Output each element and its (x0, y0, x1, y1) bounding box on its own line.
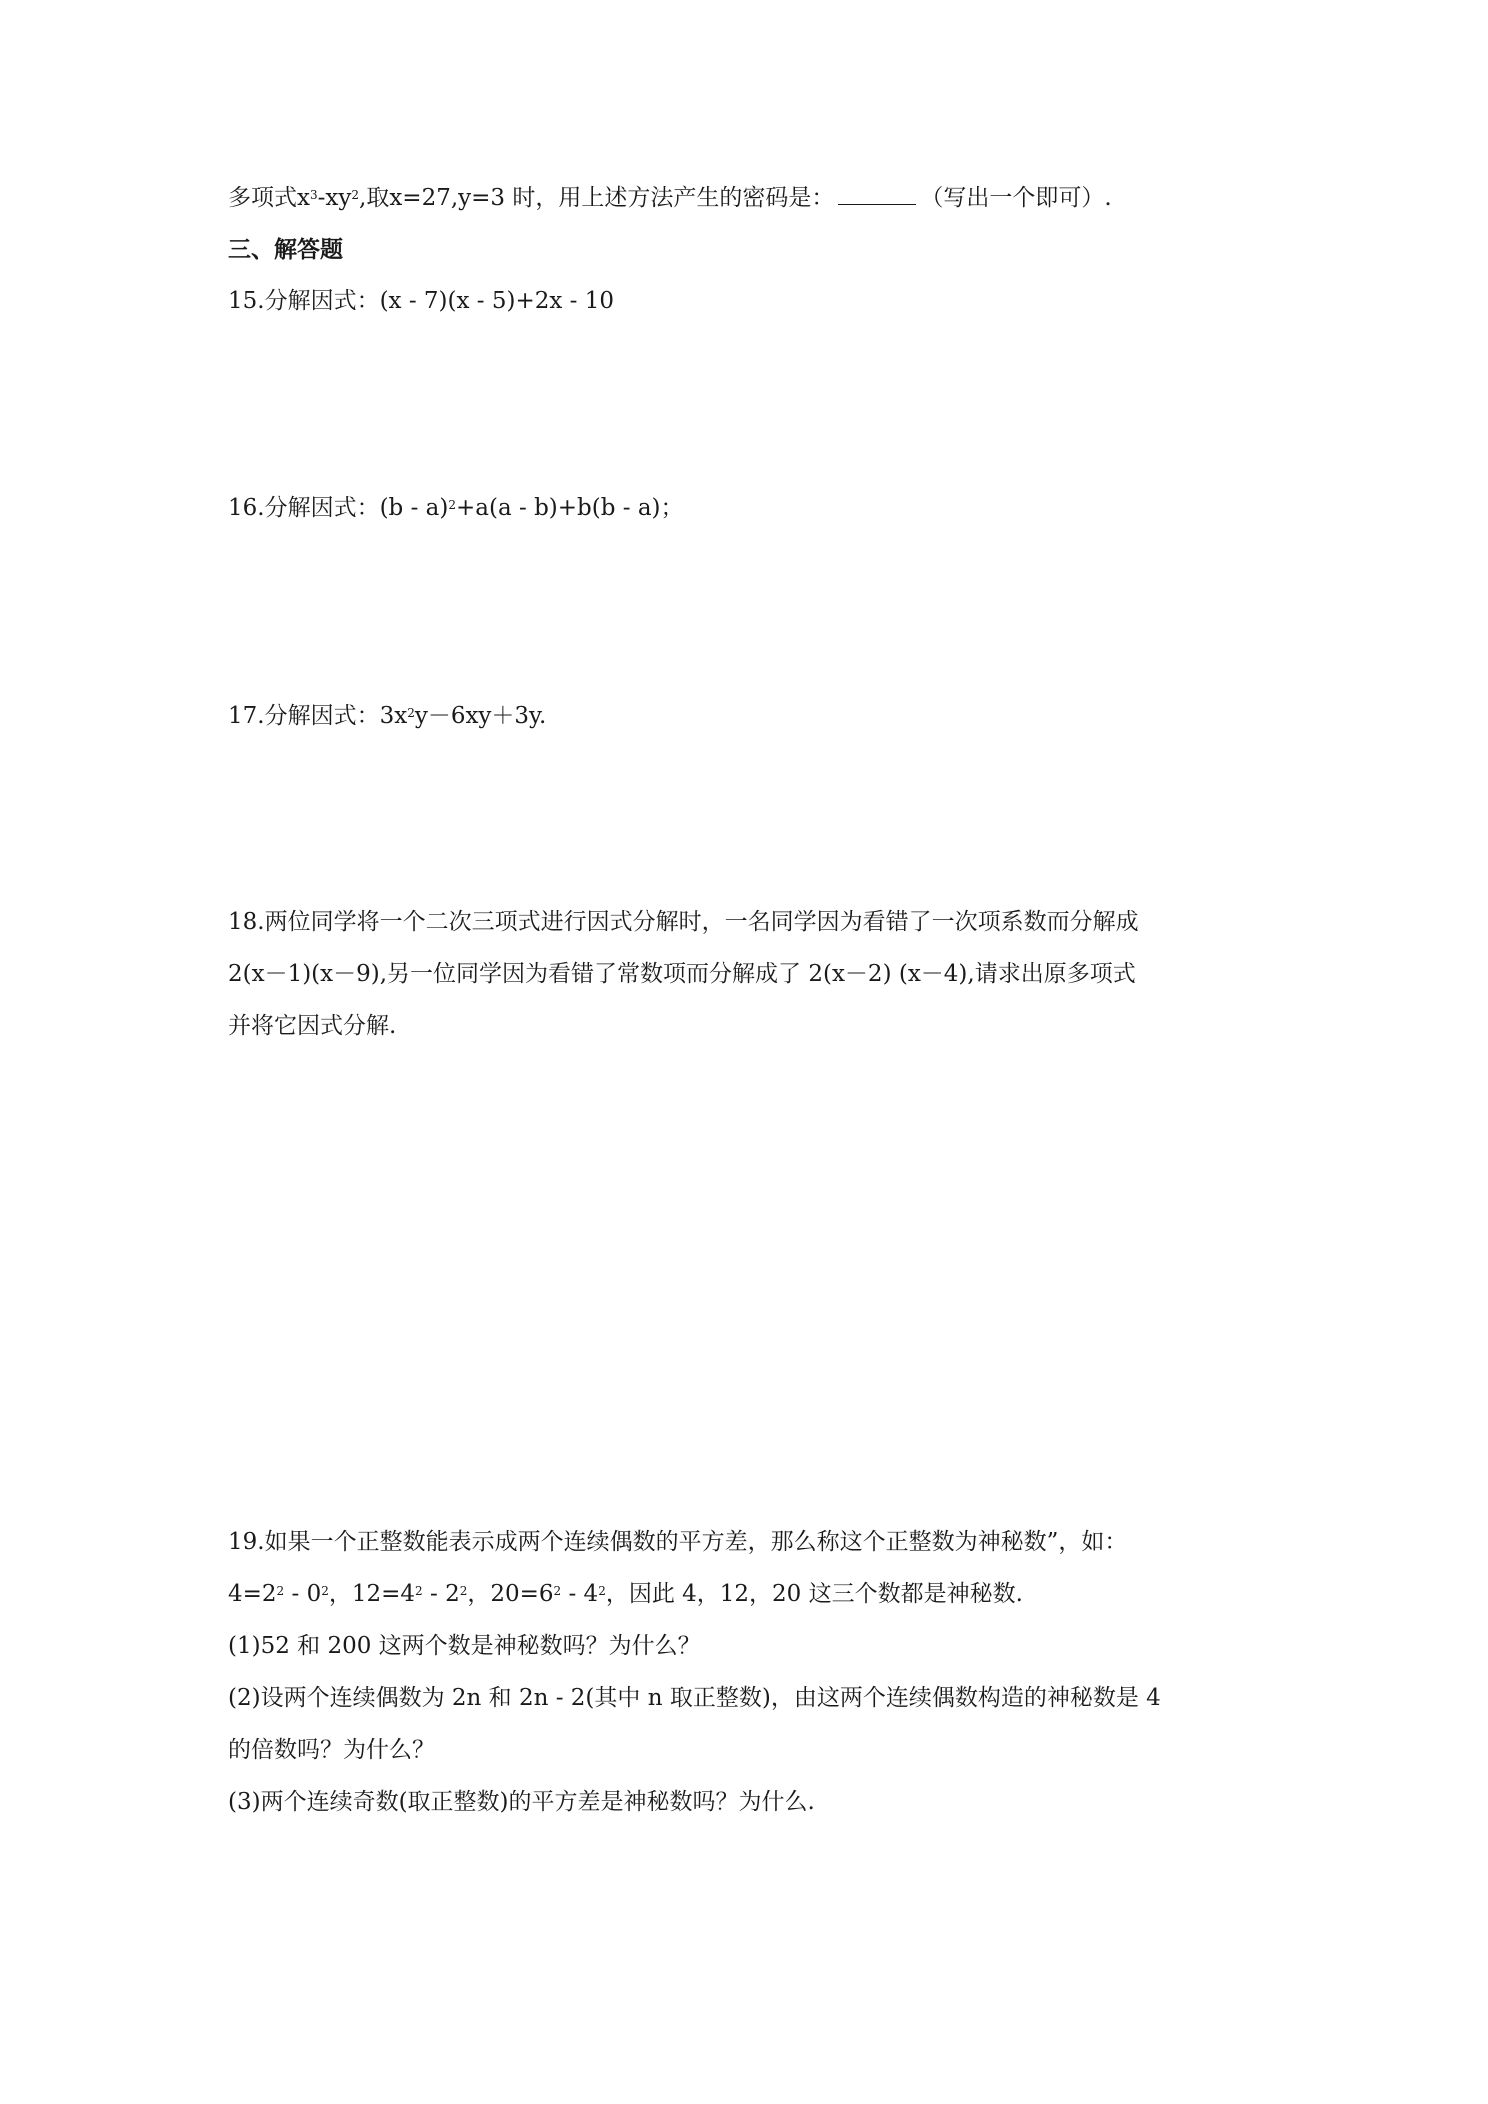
q19-expr-e: ，20=6 (467, 1581, 554, 1607)
question-19-sub-1: (1)52 和 200 这两个数是神秘数吗？为什么？ (228, 1633, 701, 1659)
q19-exp-f: 2 (598, 1584, 606, 1598)
question-17 (228, 700, 546, 732)
q14-exponent-1: 3 (309, 188, 318, 202)
q19-expr-g: ，因此 4，12，20 这三个数都是神秘数. (605, 1581, 1023, 1607)
q16-text-1: 16.分解因式：(b - a) (228, 495, 449, 521)
question-16 (228, 492, 684, 524)
q16-exponent: 2 (448, 498, 456, 512)
question-19-line-1: 19.如果一个正整数能表示成两个连续偶数的平方差，那么称这个正整数为神秘数”，如： (228, 1529, 1128, 1555)
q14-exponent-2: 2 (351, 188, 360, 202)
q19-expr-f: - 4 (561, 1581, 599, 1607)
q17-text-2: y－6xy＋3y. (414, 703, 547, 729)
q14-text-4: （写出一个即可）. (920, 185, 1112, 211)
q17-text-1: 17.分解因式：3x (228, 703, 408, 729)
q14-text-1: 多项式x (228, 185, 310, 211)
q19-expr-d: - 2 (422, 1581, 460, 1607)
question-18-line-3: 并将它因式分解. (228, 1013, 397, 1039)
q16-text-2: +a(a - b)+b(b - a)； (456, 495, 684, 521)
q19-exp-e: 2 (553, 1584, 562, 1598)
q19-exp-c: 2 (415, 1584, 423, 1598)
section-heading: 三、解答题 (228, 237, 343, 263)
q19-exp-d: 2 (459, 1584, 468, 1598)
question-19-sub-3: (3)两个连续奇数(取正整数)的平方差是神秘数吗？为什么. (228, 1789, 815, 1815)
q19-expr-b: - 0 (284, 1581, 322, 1607)
question-18-line-1: 18.两位同学将一个二次三项式进行因式分解时，一名同学因为看错了一次项系数而分解成 (228, 909, 1139, 935)
q14-text-3: ,取x=27,y=3 时，用上述方法产生的密码是： (359, 185, 835, 211)
q19-expr-a: 4=2 (228, 1581, 277, 1607)
q14-text-2: -xy (317, 185, 352, 211)
q19-expr-c: ，12=4 (328, 1581, 416, 1607)
q19-exp-a: 2 (276, 1584, 285, 1598)
question-19-line-2 (228, 1578, 1023, 1610)
q17-exponent: 2 (407, 706, 415, 720)
question-15: 15.分解因式：(x - 7)(x - 5)+2x - 10 (228, 288, 615, 314)
answer-blank[interactable] (838, 182, 916, 205)
question-18-line-2: 2(x－1)(x－9),另一位同学因为看错了常数项而分解成了 2(x－2) (x－4),请求出原多项式 (228, 961, 1136, 987)
question-19-sub-2-line-2: 的倍数吗？为什么？ (228, 1737, 435, 1763)
question-19-sub-2-line-1: (2)设两个连续偶数为 2n 和 2n - 2(其中 n 取正整数)，由这两个连续偶数构造的神秘数是 4 (228, 1685, 1161, 1711)
q19-exp-b: 2 (321, 1584, 329, 1598)
question-14-tail (228, 182, 1112, 214)
